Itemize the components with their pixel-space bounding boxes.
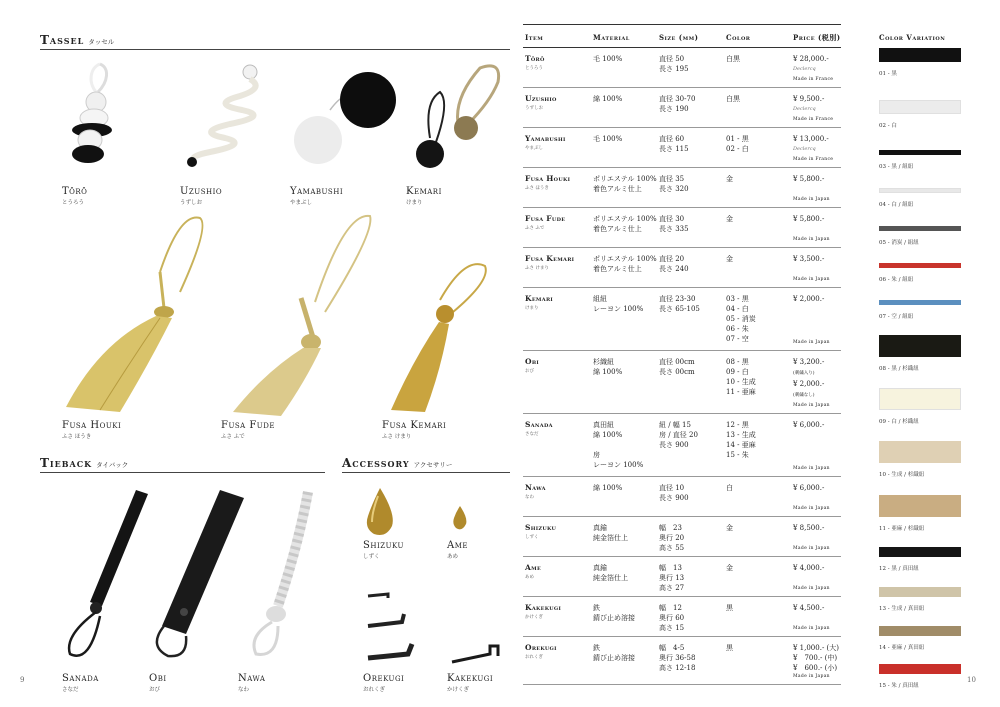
product-label-obi: Obi おび — [149, 673, 167, 693]
col-header-price: Price (税別) — [793, 33, 841, 42]
item-kana: なわ — [525, 495, 534, 500]
row-material: 真鍮 純金箔仕上 — [593, 524, 628, 542]
color-swatch-label: 04 - 白 / 組紐 — [879, 202, 914, 208]
row-item — [525, 563, 541, 583]
made-in-label: Made in Japan — [793, 197, 830, 202]
made-in-label: Made in Japan — [793, 674, 830, 679]
table-row — [523, 637, 841, 685]
toro-tassel-image — [60, 60, 130, 170]
row-color: 黒 — [726, 644, 733, 652]
product-label-fusa-kemari: Fusa Kemari ふさ けまり — [382, 420, 447, 440]
product-label-kakekugi: Kakekugi かけくぎ — [447, 673, 494, 693]
item-kana: さなだ — [525, 432, 539, 437]
item-kana: おび — [525, 369, 534, 374]
price-value: ¥ 9,500.- — [793, 95, 825, 103]
nawa-tieback-image — [238, 486, 328, 666]
price-value: ¥ 28,000.- — [793, 55, 829, 63]
table-row — [523, 128, 841, 168]
row-price — [793, 294, 824, 304]
item-name: Tōrō — [525, 54, 545, 63]
product-label-shizuku: Shizuku しずく — [363, 540, 404, 560]
row-color: 黒 — [726, 604, 733, 612]
made-in-label: Made in France — [793, 77, 834, 82]
color-swatch — [879, 587, 961, 597]
color-swatch — [879, 495, 961, 517]
row-material: 毛 100% — [593, 135, 623, 143]
row-item — [525, 643, 557, 663]
brand-logo: Declercq — [793, 146, 816, 152]
row-price — [793, 94, 824, 104]
price-value: ¥ 8,500.- — [793, 524, 825, 532]
color-swatch-label: 07 - 空 / 組紐 — [879, 314, 914, 320]
fusa-kemari-tassel-image — [385, 260, 505, 420]
price-value: ¥ 4,500.- — [793, 604, 825, 612]
price-value: ¥ 3,500.- — [793, 255, 825, 263]
row-price — [793, 523, 824, 533]
table-row — [523, 208, 841, 248]
row-item — [525, 94, 557, 114]
page-number-left: 9 — [20, 676, 25, 684]
obi-tieback-image — [148, 486, 248, 666]
color-variation-title: Color Variation — [879, 33, 946, 42]
row-material: ポリエステル 100% 着色アルミ仕上 — [593, 255, 657, 273]
item-name: Nawa — [525, 483, 546, 492]
product-label-kemari: Kemari けまり — [406, 186, 442, 206]
row-color: 白 — [726, 484, 733, 492]
table-row — [523, 477, 841, 517]
color-swatch-label: 08 - 黒 / 杉織紐 — [879, 366, 919, 372]
row-material: ポリエステル 100% 着色アルミ仕上 — [593, 175, 657, 193]
row-size: 直径 20 長さ 240 — [659, 255, 689, 273]
row-material: 綿 100% — [593, 95, 623, 103]
row-item — [525, 483, 546, 503]
page-number-right: 10 — [967, 676, 976, 684]
item-name: Obi — [525, 357, 539, 366]
color-swatch-label: 09 - 白 / 杉織紐 — [879, 419, 919, 425]
row-material: 真鍮 純金箔仕上 — [593, 564, 628, 582]
table-header — [523, 24, 841, 48]
fusa-houki-tassel-image — [60, 212, 210, 417]
item-name: Uzushio — [525, 94, 557, 103]
color-swatch-label: 02 - 白 — [879, 123, 897, 129]
item-kana: うずしお — [525, 106, 543, 111]
row-color: 03 - 黒 04 - 白 05 - 消炭 06 - 朱 07 - 空 — [726, 295, 756, 343]
row-material: 綿 100% — [593, 484, 623, 492]
color-swatch-label: 05 - 消炭 / 組紐 — [879, 240, 919, 246]
item-name: Kemari — [525, 294, 554, 303]
brand-logo: Declercq — [793, 106, 816, 112]
product-label-toro: Tōrō とうろう — [62, 186, 88, 206]
made-in-label: Made in France — [793, 117, 834, 122]
made-in-label: Made in Japan — [793, 277, 830, 282]
row-price — [793, 643, 839, 673]
row-item — [525, 174, 570, 194]
item-kana: ふさ ほうき — [525, 186, 549, 191]
col-header-item: Item — [525, 33, 544, 42]
table-row — [523, 517, 841, 557]
item-name: Kakekugi — [525, 603, 562, 612]
row-price — [793, 563, 824, 573]
row-item — [525, 134, 566, 154]
row-item — [525, 523, 556, 543]
kakekugi-hook-image — [450, 642, 500, 666]
row-size: 直径 30-70 長さ 190 — [659, 95, 696, 113]
color-swatch-label: 03 - 黒 / 組紐 — [879, 164, 914, 170]
item-name: Sanada — [525, 420, 553, 429]
price-value: ¥ 3,200.- — [793, 358, 825, 366]
color-swatch — [879, 335, 961, 357]
row-color: 白黒 — [726, 55, 740, 63]
row-size: 直径 30 長さ 335 — [659, 215, 689, 233]
item-kana: あめ — [525, 575, 534, 580]
row-size: 直径 50 長さ 195 — [659, 55, 689, 73]
item-name: Yamabushi — [525, 134, 566, 143]
color-swatch — [879, 388, 961, 410]
row-item — [525, 54, 545, 74]
product-label-nawa: Nawa なわ — [238, 673, 266, 693]
row-price — [793, 357, 824, 401]
orekugi-nails-image — [364, 586, 424, 668]
kemari-tassel-image — [410, 62, 520, 172]
row-price — [793, 134, 829, 144]
item-kana: かけくぎ — [525, 615, 543, 620]
row-color: 金 — [726, 524, 733, 532]
row-color: 12 - 黒 13 - 生成 14 - 亜麻 15 - 朱 — [726, 421, 756, 459]
price-value-2: ¥ 2,000.- — [793, 380, 825, 388]
item-kana: ふさ ふで — [525, 226, 545, 231]
row-color: 金 — [726, 564, 733, 572]
row-item — [525, 603, 561, 623]
price-value: ¥ 5,800.- — [793, 175, 825, 183]
row-size: 直径 00cm 長さ 00cm — [659, 358, 695, 376]
product-label-sanada: Sanada さなだ — [62, 673, 99, 693]
row-price — [793, 483, 824, 493]
price-value: ¥ 4,000.- — [793, 564, 825, 572]
made-in-label: Made in Japan — [793, 237, 830, 242]
price-value: ¥ 2,000.- — [793, 295, 825, 303]
table-row — [523, 88, 841, 128]
row-item — [525, 254, 574, 274]
row-item — [525, 357, 539, 377]
price-note-2: (刺繍なし) — [793, 393, 815, 398]
tieback-section-rule — [40, 472, 325, 473]
product-label-ame: Ame あめ — [447, 540, 468, 560]
row-size: 幅 4-5 奥行 36-58 高さ 12-18 — [659, 644, 696, 672]
row-color: 白黒 — [726, 95, 740, 103]
color-swatch — [879, 300, 961, 305]
color-swatch-label: 14 - 亜麻 / 真田紐 — [879, 645, 925, 651]
fusa-fude-tassel-image — [225, 212, 375, 417]
col-header-size: Size (mm) — [659, 33, 699, 42]
item-name: Ame — [525, 563, 542, 572]
item-name: Fusa Kemari — [525, 254, 575, 263]
row-color: 01 - 黒 02 - 白 — [726, 135, 749, 153]
color-swatch-label: 06 - 朱 / 組紐 — [879, 277, 914, 283]
table-row — [523, 168, 841, 208]
row-material: 毛 100% — [593, 55, 623, 63]
item-name: Shizuku — [525, 523, 557, 532]
product-label-orekugi: Orekugi おれくぎ — [363, 673, 405, 693]
table-row — [523, 597, 841, 637]
row-material: 組紐 レーヨン 100% — [593, 295, 644, 313]
product-label-fusa-houki: Fusa Houki ふさ ほうき — [62, 420, 122, 440]
row-color: 金 — [726, 175, 733, 183]
color-swatch — [879, 547, 961, 557]
table-row — [523, 351, 841, 414]
table-body — [523, 48, 841, 685]
row-color: 金 — [726, 215, 733, 223]
row-price — [793, 254, 824, 264]
row-size: 幅 12 奥行 60 高さ 15 — [659, 604, 685, 632]
made-in-label: Made in Japan — [793, 586, 830, 591]
color-swatch — [879, 263, 961, 268]
row-size: 直径 23-30 長さ 65-105 — [659, 295, 700, 313]
table-row — [523, 48, 841, 88]
made-in-label: Made in Japan — [793, 403, 830, 408]
row-size: 直径 60 長さ 115 — [659, 135, 689, 153]
row-item — [525, 294, 553, 314]
product-spec-table — [523, 24, 841, 685]
row-size: 幅 13 奥行 13 高さ 27 — [659, 564, 685, 592]
made-in-label: Made in Japan — [793, 626, 830, 631]
shizuku-accessory-image — [360, 484, 400, 539]
ame-accessory-image — [450, 504, 470, 534]
row-item — [525, 214, 565, 234]
uzushio-tassel-image — [180, 60, 275, 170]
item-kana: しずく — [525, 535, 539, 540]
row-material: 杉織紐 綿 100% — [593, 358, 623, 376]
row-size: 幅 23 奥行 20 高さ 55 — [659, 524, 685, 552]
color-swatch — [879, 100, 961, 114]
price-value: ¥ 13,000.- — [793, 135, 829, 143]
product-label-uzushio: Uzushio うずしお — [180, 186, 223, 206]
col-header-color: Color — [726, 33, 751, 42]
table-row — [523, 288, 841, 351]
row-price — [793, 54, 829, 64]
color-swatch — [879, 664, 961, 674]
color-swatch-label: 01 - 黒 — [879, 71, 897, 77]
brand-logo: Declercq — [793, 66, 816, 72]
sanada-tieback-image — [60, 486, 150, 666]
row-color: 金 — [726, 255, 733, 263]
row-price — [793, 603, 824, 613]
row-size: 紐 / 幅 15 房 / 直径 20 長さ 900 — [659, 421, 698, 449]
tassel-section-title: Tassel タッセル — [40, 33, 115, 47]
item-kana: ふさ けまり — [525, 266, 549, 271]
color-swatch-label: 12 - 黒 / 真田紐 — [879, 566, 919, 572]
row-size: 直径 35 長さ 320 — [659, 175, 689, 193]
made-in-label: Made in France — [793, 157, 834, 162]
item-kana: やまぶし — [525, 146, 543, 151]
row-price — [793, 214, 824, 224]
color-swatch — [879, 188, 961, 193]
row-material: 真田紐 綿 100% 房 レーヨン 100% — [593, 421, 644, 469]
product-label-yamabushi: Yamabushi やまぶし — [290, 186, 344, 206]
color-swatch — [879, 626, 961, 636]
table-row — [523, 248, 841, 288]
price-note: (刺繍入り) — [793, 371, 815, 376]
yamabushi-tassel-image — [290, 60, 410, 170]
item-kana: おれくぎ — [525, 655, 543, 660]
made-in-label: Made in Japan — [793, 506, 830, 511]
color-swatch — [879, 226, 961, 231]
color-swatch-label: 15 - 朱 / 真田紐 — [879, 683, 919, 689]
color-swatch-label: 13 - 生成 / 真田紐 — [879, 606, 925, 612]
made-in-label: Made in Japan — [793, 546, 830, 551]
row-price — [793, 420, 824, 430]
item-kana: けまり — [525, 306, 539, 311]
color-swatch — [879, 441, 961, 463]
price-value: ¥ 1,000.- (大) ¥ 700.- (中) ¥ 600.- (小) — [793, 644, 839, 672]
row-size: 直径 10 長さ 900 — [659, 484, 689, 502]
item-name: Fusa Houki — [525, 174, 571, 183]
row-material: 鉄 錆び止め溶接 — [593, 644, 635, 662]
row-price — [793, 174, 824, 184]
accessory-section-rule — [342, 472, 510, 473]
item-name: Orekugi — [525, 643, 557, 652]
color-swatch-label: 11 - 亜麻 / 杉織紐 — [879, 526, 925, 532]
table-row — [523, 557, 841, 597]
price-value: ¥ 6,000.- — [793, 484, 825, 492]
product-label-fusa-fude: Fusa Fude ふさ ふで — [221, 420, 275, 440]
color-swatch-label: 10 - 生成 / 杉織紐 — [879, 472, 925, 478]
row-item — [525, 420, 553, 440]
row-material: ポリエステル 100% 着色アルミ仕上 — [593, 215, 657, 233]
color-swatch — [879, 150, 961, 155]
accessory-section-title: Accessory アクセサリー — [342, 456, 453, 470]
col-header-material: Material — [593, 33, 630, 42]
item-kana: とうろう — [525, 66, 543, 71]
color-swatch — [879, 48, 961, 62]
item-name: Fusa Fude — [525, 214, 566, 223]
row-color: 08 - 黒 09 - 白 10 - 生成 11 - 亜麻 — [726, 358, 756, 396]
price-value: ¥ 6,000.- — [793, 421, 825, 429]
made-in-label: Made in Japan — [793, 466, 830, 471]
table-row — [523, 414, 841, 477]
price-value: ¥ 5,800.- — [793, 215, 825, 223]
tieback-section-title: Tieback タイバック — [40, 456, 129, 470]
made-in-label: Made in Japan — [793, 340, 830, 345]
row-material: 鉄 錆び止め溶接 — [593, 604, 635, 622]
tassel-section-rule — [40, 49, 510, 50]
